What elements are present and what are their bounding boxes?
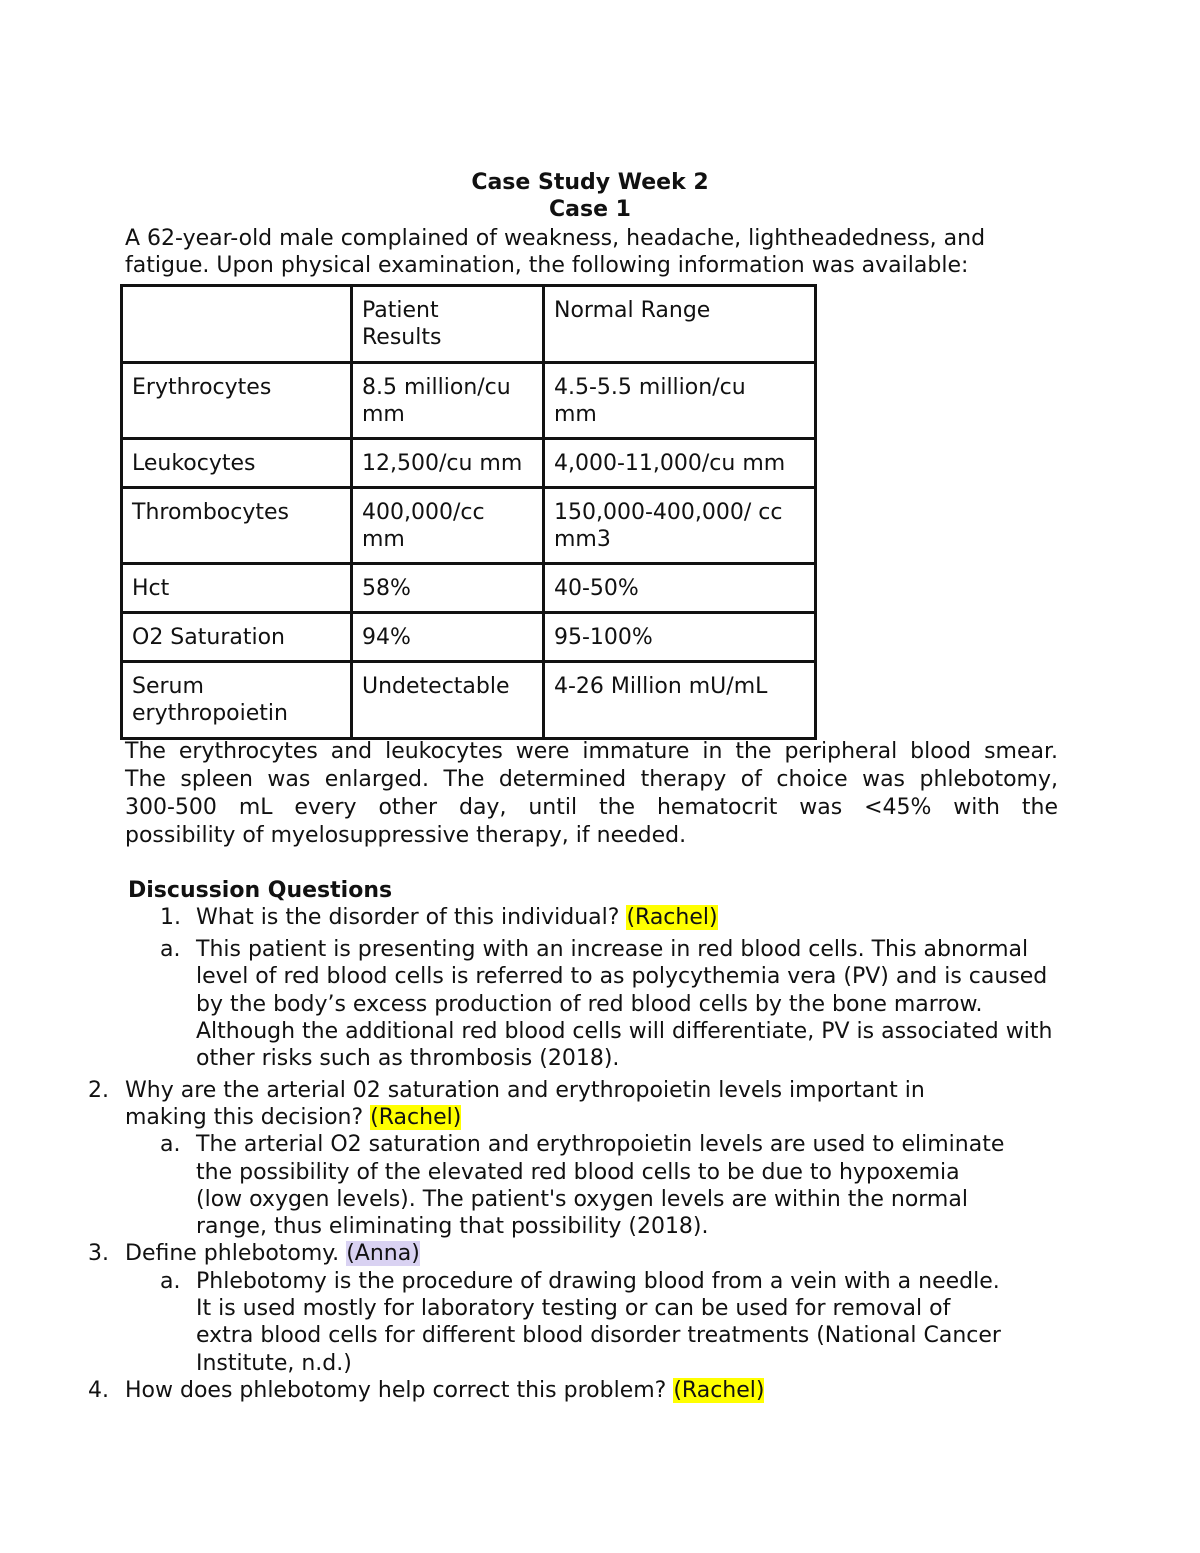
table-cell: Undetectable xyxy=(352,662,544,739)
table-header-cell: Patient Results xyxy=(352,286,544,363)
question-text: Why are the arterial 02 saturation and erythropoietin levels important in xyxy=(125,1078,925,1103)
table-row xyxy=(122,363,816,439)
table-cell: 12,500/cu mm xyxy=(352,439,544,488)
answer-line: This patient is presenting with an increase in red blood cells. This abnormal xyxy=(196,937,1029,962)
table-cell: Erythrocytes xyxy=(122,363,352,439)
answer-line: Although the additional red blood cells will differentiate, PV is associated with xyxy=(196,1019,1053,1044)
answer-line: range, thus eliminating that possibility (2018). xyxy=(196,1214,709,1239)
answer-line: other risks such as thrombosis (2018). xyxy=(196,1046,620,1071)
table-cell: 150,000-400,000/ cc mm3 xyxy=(544,488,816,564)
answer-line: Phlebotomy is the procedure of drawing blood from a vein with a needle. xyxy=(196,1269,1000,1294)
question-text: Define phlebotomy. (Anna) xyxy=(125,1241,420,1266)
answer-line: the possibility of the elevated red blood cells to be due to hypoxemia xyxy=(196,1160,960,1185)
answer-line: extra blood cells for different blood disorder treatments (National Cancer xyxy=(196,1323,1001,1348)
table-row xyxy=(122,662,816,739)
table-row xyxy=(122,439,816,488)
author-tag: (Rachel) xyxy=(626,905,718,930)
table-row xyxy=(122,488,816,564)
findings-paragraph xyxy=(125,738,1058,850)
table-cell: Thrombocytes xyxy=(122,488,352,564)
table-cell: Hct xyxy=(122,564,352,613)
table-cell: 8.5 million/cu mm xyxy=(352,363,544,439)
table-row xyxy=(122,613,816,662)
author-tag: (Anna) xyxy=(346,1241,420,1266)
answer-letter: a. xyxy=(160,1132,181,1157)
table-cell: 4,000-11,000/cu mm xyxy=(544,439,816,488)
discussion-heading: Discussion Questions xyxy=(128,878,393,903)
lab-results-table xyxy=(120,284,817,740)
question-text: How does phlebotomy help correct this problem? (Rachel) xyxy=(125,1378,765,1403)
table-cell: 58% xyxy=(352,564,544,613)
author-tag: (Rachel) xyxy=(370,1105,462,1130)
table-cell: 40-50% xyxy=(544,564,816,613)
findings-line: 300-500 mL every other day, until the hematocrit was <45% with the xyxy=(125,795,1058,820)
intro-line: fatigue. Upon physical examination, the following information was available: xyxy=(125,253,969,278)
page-title: Case Study Week 2 xyxy=(471,170,709,195)
question-text: making this decision? (Rachel) xyxy=(125,1105,462,1130)
answer-letter: a. xyxy=(160,937,181,962)
intro-line: A 62-year-old male complained of weakness, headache, lightheadedness, and xyxy=(125,226,986,251)
findings-line: The spleen was enlarged. The determined therapy of choice was phlebotomy, xyxy=(125,767,1058,792)
question-number: 4. xyxy=(88,1378,109,1403)
table-cell: 94% xyxy=(352,613,544,662)
answer-line: Institute, n.d.) xyxy=(196,1351,352,1376)
author-tag: (Rachel) xyxy=(673,1378,765,1403)
answer-line: by the body’s excess production of red blood cells by the bone marrow. xyxy=(196,992,983,1017)
findings-line: The erythrocytes and leukocytes were immature in the peripheral blood smear. xyxy=(125,739,1058,764)
case-heading: Case 1 xyxy=(549,197,631,222)
answer-line: (low oxygen levels). The patient's oxygen levels are within the normal xyxy=(196,1187,968,1212)
table-cell: 4.5-5.5 million/cu mm xyxy=(544,363,816,439)
table-cell: 95-100% xyxy=(544,613,816,662)
question-text: What is the disorder of this individual? (Rachel) xyxy=(196,905,718,930)
findings-line: possibility of myelosuppressive therapy, if needed. xyxy=(125,823,687,848)
table-header-row xyxy=(122,286,816,363)
question-number: 2. xyxy=(88,1078,109,1103)
answer-letter: a. xyxy=(160,1269,181,1294)
table-cell: Leukocytes xyxy=(122,439,352,488)
table-cell: O2 Saturation xyxy=(122,613,352,662)
answer-line: It is used mostly for laboratory testing or can be used for removal of xyxy=(196,1296,951,1321)
answer-line: The arterial O2 saturation and erythropoietin levels are used to eliminate xyxy=(196,1132,1005,1157)
table-header-cell: Normal Range xyxy=(544,286,816,363)
table-header-cell xyxy=(122,286,352,363)
question-number: 3. xyxy=(88,1241,109,1266)
table-cell: 4-26 Million mU/mL xyxy=(544,662,816,739)
table-cell: Serum erythropoietin xyxy=(122,662,352,739)
table-row xyxy=(122,564,816,613)
table-cell: 400,000/cc mm xyxy=(352,488,544,564)
answer-line: level of red blood cells is referred to as polycythemia vera (PV) and is caused xyxy=(196,964,1048,989)
question-number: 1. xyxy=(160,905,181,930)
